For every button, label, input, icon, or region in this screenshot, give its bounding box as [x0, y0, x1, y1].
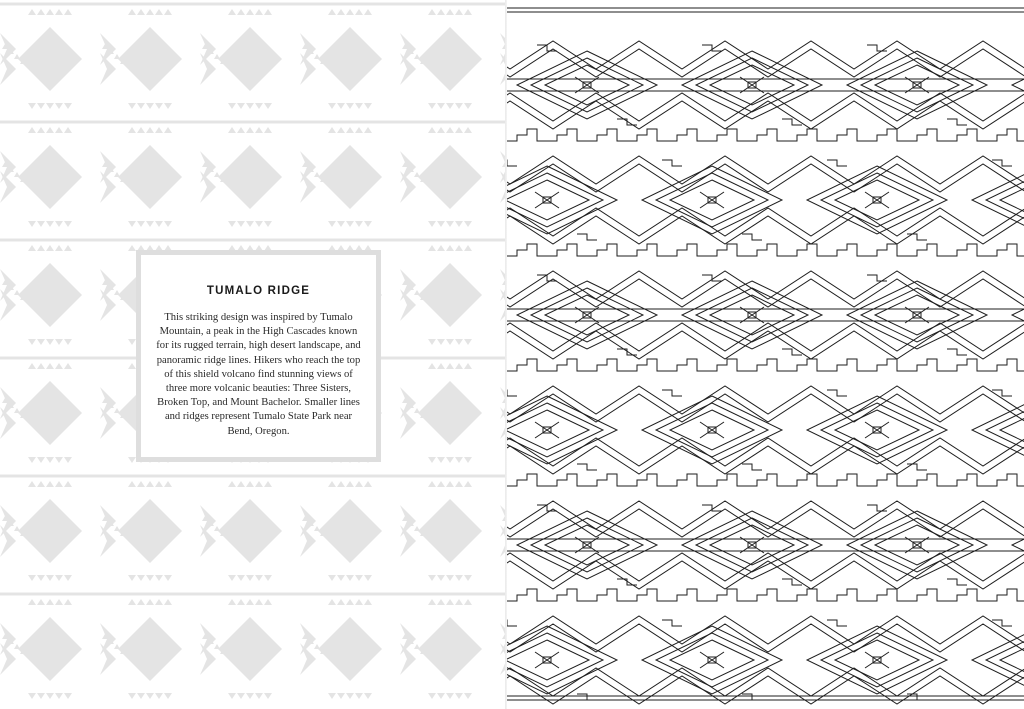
description-box	[136, 250, 381, 462]
right-page	[507, 0, 1024, 709]
line-art-motifs	[507, 8, 1024, 704]
design-description: This striking design was inspired by Tumalo Mountain, a peak in the High Cascades known for its rugged terrain, high desert landscape, and panoramic ridge lines. Hikers who reach the top of this shield volcano find stunning views of three more volcanic beauties: Three Sisters, Broken Top, and Mount Bachelor. Smaller lines and ridges represent Tumalo State Park near Bend, Oregon.	[156, 312, 361, 437]
left-page	[0, 0, 507, 709]
design-title: TUMALO RIDGE	[206, 285, 311, 297]
coloring-line-art	[507, 0, 1024, 709]
